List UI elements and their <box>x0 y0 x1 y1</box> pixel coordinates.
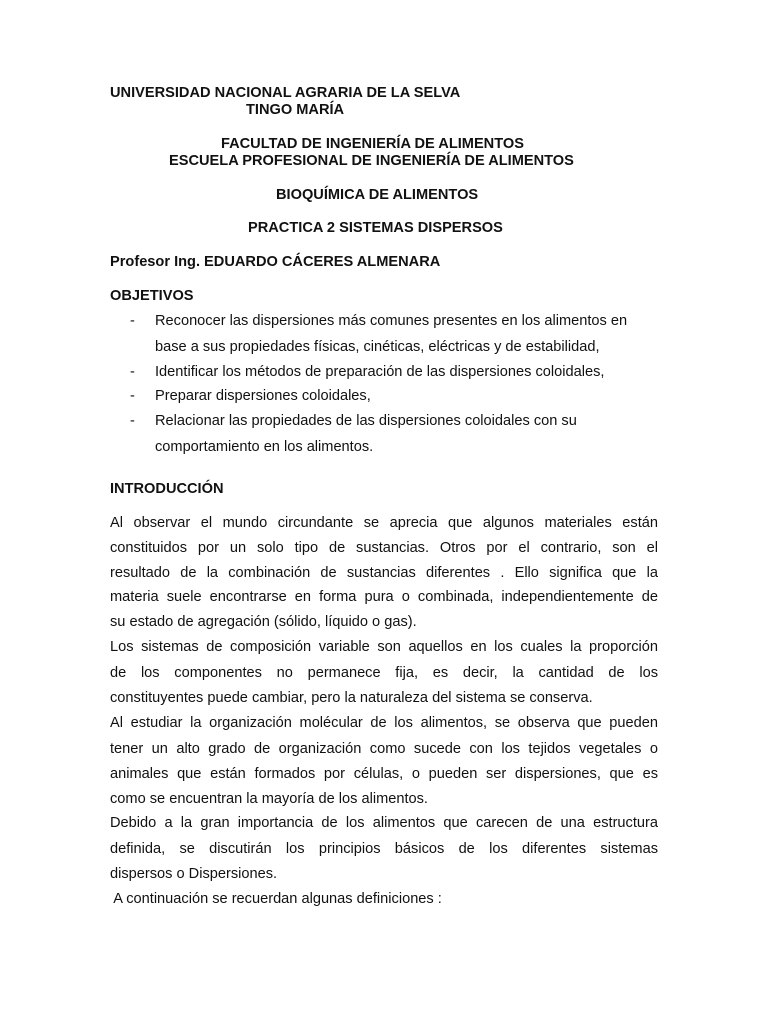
intro-line: su estado de agregación (sólido, líquido o gas). <box>110 614 417 630</box>
objective-line: Preparar dispersiones coloidales, <box>155 388 371 404</box>
objective-bullet: - <box>130 388 135 404</box>
city-name: TINGO MARÍA <box>246 102 345 118</box>
faculty-name: FACULTAD DE INGENIERÍA DE ALIMENTOS <box>221 136 524 152</box>
intro-line: tener un alto grado de organización como sucede con los tejidos vegetales o <box>110 741 658 757</box>
intro-line: de los componentes no permanece fija, es decir, la cantidad de los <box>110 665 658 681</box>
intro-line: Al observar el mundo circundante se aprecia que algunos materiales están <box>110 515 658 531</box>
intro-line: materia suele encontrarse en forma pura o combinada, independientemente de <box>110 589 658 605</box>
objective-bullet: - <box>130 413 135 429</box>
intro-line: definida, se discutirán los principios básicos de los diferentes sistemas <box>110 841 658 857</box>
objective-line: base a sus propiedades físicas, cinéticas, eléctricas y de estabilidad, <box>155 339 600 355</box>
intro-line: Al estudiar la organización molécular de los alimentos, se observa que pueden <box>110 715 658 731</box>
intro-line: constituyentes puede cambiar, pero la naturaleza del sistema se conserva. <box>110 690 593 706</box>
intro-line: A continuación se recuerdan algunas definiciones : <box>110 891 442 907</box>
course-title: BIOQUÍMICA DE ALIMENTOS <box>276 187 479 203</box>
intro-line: dispersos o Dispersiones. <box>110 866 278 882</box>
objective-bullet: - <box>130 364 135 380</box>
objective-line: Identificar los métodos de preparación de las dispersiones coloidales, <box>155 364 605 380</box>
intro-line: Los sistemas de composición variable son aquellos en los cuales la proporción <box>110 639 658 655</box>
intro-line: constituidos por un solo tipo de sustancias. Otros por el contrario, son el <box>110 540 658 556</box>
school-name: ESCUELA PROFESIONAL DE INGENIERÍA DE ALIMENTOS <box>169 153 574 169</box>
intro-line: resultado de la combinación de sustancias diferentes . Ello significa que la <box>110 565 658 581</box>
objective-line: Reconocer las dispersiones más comunes presentes en los alimentos en <box>155 313 628 329</box>
intro-line: animales que están formados por células, o pueden ser dispersiones, que es <box>110 766 658 782</box>
introduction-heading: INTRODUCCIÓN <box>110 481 224 497</box>
practice-title: PRACTICA 2 SISTEMAS DISPERSOS <box>248 220 503 236</box>
objective-bullet: - <box>130 313 135 329</box>
objectives-heading: OBJETIVOS <box>110 288 194 304</box>
objective-line: comportamiento en los alimentos. <box>155 439 374 455</box>
intro-line: como se encuentran la mayoría de los alimentos. <box>110 791 428 807</box>
university-name: UNIVERSIDAD NACIONAL AGRARIA DE LA SELVA <box>110 85 461 101</box>
objective-line: Relacionar las propiedades de las dispersiones coloidales con su <box>155 413 577 429</box>
intro-line: Debido a la gran importancia de los alimentos que carecen de una estructura <box>110 815 658 831</box>
professor-name: Profesor Ing. EDUARDO CÁCERES ALMENARA <box>110 254 441 270</box>
